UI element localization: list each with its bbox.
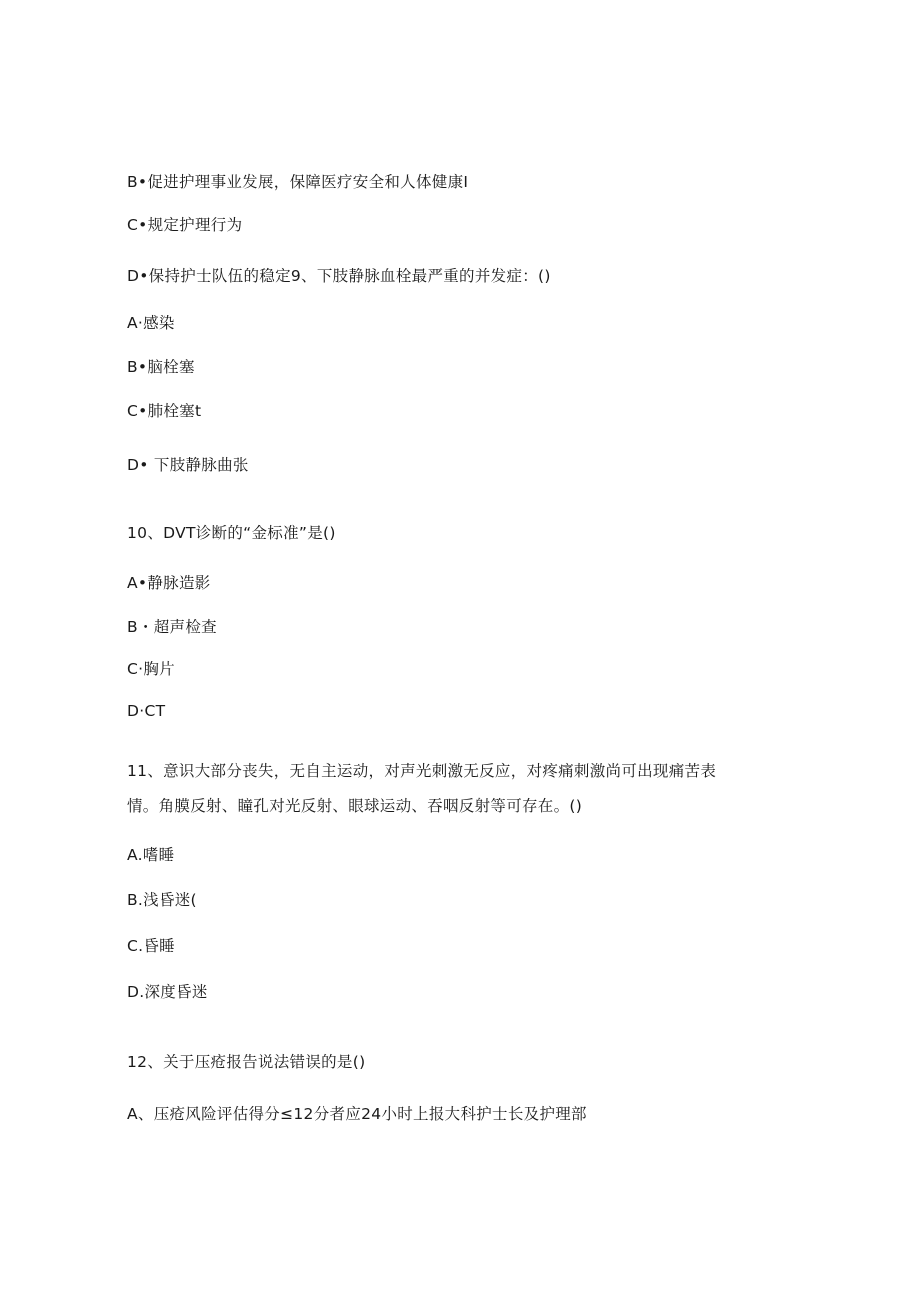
option-c-q10: C·胸片 bbox=[127, 660, 175, 678]
option-d-q11: D.深度昏迷 bbox=[127, 983, 208, 1001]
option-d-q10: D·CT bbox=[127, 702, 166, 720]
option-b-q10: B・超声检查 bbox=[127, 618, 217, 636]
option-b-q11: B.浅昏迷( bbox=[127, 891, 197, 909]
option-c-q8: C•规定护理行为 bbox=[127, 216, 243, 234]
option-b-q9: B•脑栓塞 bbox=[127, 358, 195, 376]
question-11-line-2: 情。角膜反射、瞳孔对光反射、眼球运动、吞咽反射等可存在。() bbox=[127, 797, 583, 815]
option-c-q9: C•肺栓塞t bbox=[127, 402, 202, 420]
option-d-q8-and-question-9: D•保持护士队伍的稳定9、下肢静脉血栓最严重的并发症：() bbox=[127, 267, 551, 285]
question-12: 12、关于压疮报告说法错误的是() bbox=[127, 1053, 366, 1071]
option-a-q11: A.嗜睡 bbox=[127, 846, 175, 864]
option-c-q11: C.昏睡 bbox=[127, 937, 175, 955]
question-11-line-1: 11、意识大部分丧失，无自主运动，对声光刺激无反应，对疼痛刺激尚可出现痛苦表 bbox=[127, 762, 717, 780]
option-a-q9: A·感染 bbox=[127, 314, 175, 332]
option-a-q10: A•静脉造影 bbox=[127, 574, 211, 592]
option-a-q12: A、压疮风险评估得分≤12分者应24小时上报大科护士长及护理部 bbox=[127, 1105, 587, 1123]
option-d-q9: D• 下肢静脉曲张 bbox=[127, 456, 249, 474]
option-b-q8: B•促进护理事业发展，保障医疗安全和人体健康I bbox=[127, 173, 469, 191]
question-10: 10、DVT诊断的“金标准”是() bbox=[127, 524, 336, 542]
